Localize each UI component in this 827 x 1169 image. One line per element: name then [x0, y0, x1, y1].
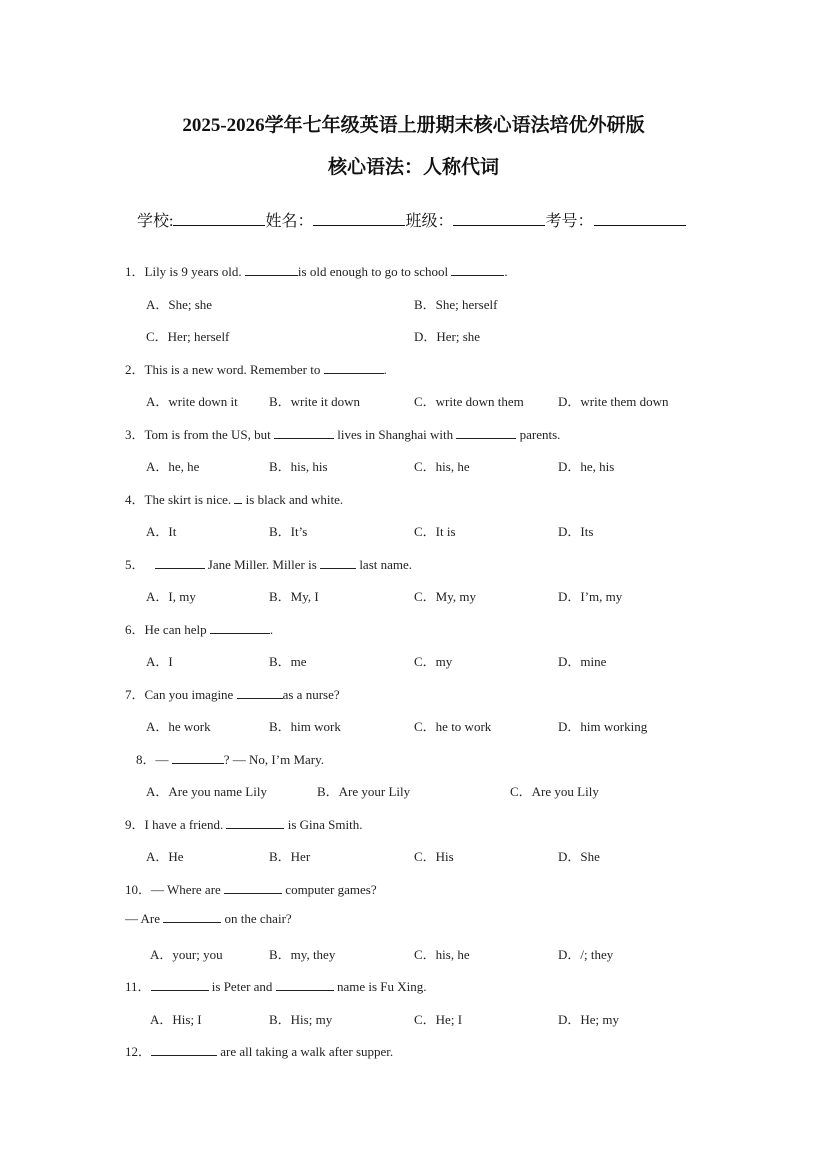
question-number: 9． — [125, 817, 145, 832]
option-c[interactable]: C．His — [414, 849, 454, 864]
answer-blank[interactable] — [155, 557, 205, 569]
class-label: 班级： — [405, 213, 454, 230]
question-number: 7． — [125, 687, 145, 702]
option-d[interactable]: D．him working — [558, 719, 648, 734]
answer-blank[interactable] — [456, 427, 516, 439]
option-c[interactable]: C．he to work — [414, 719, 492, 734]
question-text: I have a friend. — [144, 817, 227, 832]
question-5 — [125, 554, 412, 573]
question-7 — [125, 684, 340, 703]
question-text: Can you imagine — [144, 687, 237, 702]
option-b[interactable]: B．It’s — [269, 524, 308, 539]
option-a[interactable]: A．I, my — [146, 589, 196, 604]
question-number: 8． — [136, 752, 156, 767]
option-b[interactable]: B．Are your Lily — [317, 784, 411, 799]
question-number: 5． — [125, 557, 145, 572]
option-b[interactable]: B．My, I — [269, 589, 319, 604]
question-10-line-2 — [125, 911, 292, 927]
option-b[interactable]: B．him work — [269, 719, 341, 734]
question-text: The skirt is nice. — [144, 492, 235, 507]
question-text: name is Fu Xing. — [333, 979, 427, 994]
worksheet-title: 2025-2026学年七年级英语上册期末核心语法培优外研版 — [182, 115, 645, 136]
option-b[interactable]: B．his, his — [269, 459, 328, 474]
question-text: is old enough to go to school — [297, 264, 452, 279]
question-text: as a nurse? — [282, 687, 340, 702]
option-b[interactable]: B．write it down — [269, 394, 360, 409]
question-text: on the chair? — [221, 911, 292, 926]
question-text: . — [383, 362, 387, 377]
option-c[interactable]: C．Are you Lily — [510, 784, 599, 799]
option-c[interactable]: C．My, my — [414, 589, 476, 604]
school-blank[interactable] — [173, 211, 265, 226]
option-a[interactable]: A．write down it — [146, 394, 238, 409]
question-text: . — [504, 264, 508, 279]
option-a[interactable]: A．He — [146, 849, 184, 864]
exam-no-blank[interactable] — [594, 211, 686, 226]
question-text: Lily is 9 years old. — [144, 264, 245, 279]
question-number: 6． — [125, 622, 145, 637]
question-text: This is a new word. Remember to — [144, 362, 324, 377]
option-a[interactable]: A．he work — [146, 719, 211, 734]
answer-blank[interactable] — [320, 557, 356, 569]
answer-blank[interactable] — [163, 911, 221, 923]
student-info-row — [137, 208, 686, 231]
answer-blank[interactable] — [151, 979, 209, 991]
question-number: 1． — [125, 264, 145, 279]
question-text: ? — No, I’m Mary. — [223, 752, 325, 767]
answer-blank[interactable] — [226, 817, 284, 829]
option-a[interactable]: A．His; I — [150, 1012, 202, 1027]
option-a[interactable]: A．your; you — [150, 947, 223, 962]
class-blank[interactable] — [453, 211, 545, 226]
question-text: . — [269, 622, 274, 637]
question-text: — Are — [125, 911, 164, 926]
answer-blank[interactable] — [451, 264, 504, 276]
question-1 — [125, 261, 508, 280]
answer-blank[interactable] — [210, 622, 270, 634]
answer-blank[interactable] — [224, 882, 282, 894]
question-8 — [136, 749, 324, 768]
option-d[interactable]: D．I’m, my — [558, 589, 623, 604]
question-text: — Where are — [151, 882, 225, 897]
option-d[interactable]: D．he, his — [558, 459, 615, 474]
question-number: 11． — [125, 979, 151, 994]
answer-blank[interactable] — [172, 752, 224, 764]
question-9 — [125, 814, 362, 833]
question-number: 2． — [125, 362, 145, 377]
option-b[interactable]: B．She; herself — [414, 297, 498, 312]
option-b[interactable]: B．me — [269, 654, 307, 669]
option-d[interactable]: D．write them down — [558, 394, 669, 409]
option-d[interactable]: D．She — [558, 849, 600, 864]
option-a[interactable]: A．I — [146, 654, 173, 669]
question-text: — — [155, 752, 172, 767]
question-6 — [125, 619, 273, 638]
option-b[interactable]: B．Her — [269, 849, 311, 864]
option-a[interactable]: A．Are you name Lily — [146, 784, 267, 799]
option-d[interactable]: D．/; they — [558, 947, 614, 962]
answer-blank[interactable] — [274, 427, 334, 439]
option-b[interactable]: B．His; my — [269, 1012, 333, 1027]
question-number: 3． — [125, 427, 145, 442]
option-d[interactable]: D．Its — [558, 524, 594, 539]
name-label: 姓名： — [265, 213, 314, 230]
answer-blank[interactable] — [237, 687, 283, 699]
question-text: Jane Miller. Miller is — [204, 557, 321, 572]
option-a[interactable]: A．She; she — [146, 297, 213, 312]
question-text: lives in Shanghai with — [333, 427, 457, 442]
answer-blank[interactable] — [245, 264, 298, 276]
question-text: is Gina Smith. — [284, 817, 363, 832]
question-10 — [125, 879, 377, 898]
question-number: 10． — [125, 882, 152, 897]
question-11 — [125, 976, 427, 995]
option-d[interactable]: D．Her; she — [414, 329, 481, 344]
question-3 — [125, 424, 560, 443]
option-c[interactable]: C．He; I — [414, 1012, 463, 1027]
worksheet-subtitle: 核心语法：人称代词 — [327, 157, 499, 178]
question-text: parents. — [516, 427, 561, 442]
option-d[interactable]: D．He; my — [558, 1012, 620, 1027]
name-blank[interactable] — [313, 211, 405, 226]
question-2 — [125, 359, 387, 378]
question-text: is black and white. — [242, 492, 344, 507]
option-a[interactable]: A．It — [146, 524, 177, 539]
option-c[interactable]: C．his, he — [414, 459, 470, 474]
question-text: is Peter and — [208, 979, 276, 994]
question-12 — [125, 1041, 393, 1060]
option-a[interactable]: A．he, he — [146, 459, 200, 474]
question-text: Tom is from the US, but — [144, 427, 274, 442]
question-number: 12． — [125, 1044, 152, 1059]
option-b[interactable]: B．my, they — [269, 947, 336, 962]
question-text: last name. — [356, 557, 413, 572]
option-c[interactable]: C．Her; herself — [146, 329, 230, 344]
question-number: 4． — [125, 492, 145, 507]
option-c[interactable]: C．write down them — [414, 394, 524, 409]
question-text: computer games? — [282, 882, 377, 897]
option-c[interactable]: C．It is — [414, 524, 456, 539]
option-c[interactable]: C．his, he — [414, 947, 470, 962]
question-4 — [125, 489, 343, 508]
school-label: 学校: — [137, 213, 174, 230]
option-d[interactable]: D．mine — [558, 654, 607, 669]
exam-no-label: 考号： — [545, 213, 594, 230]
answer-blank[interactable] — [324, 362, 384, 374]
option-c[interactable]: C．my — [414, 654, 453, 669]
question-text: He can help — [144, 622, 210, 637]
answer-blank[interactable] — [151, 1044, 217, 1056]
answer-blank[interactable] — [276, 979, 334, 991]
question-text: are all taking a walk after supper. — [217, 1044, 394, 1059]
